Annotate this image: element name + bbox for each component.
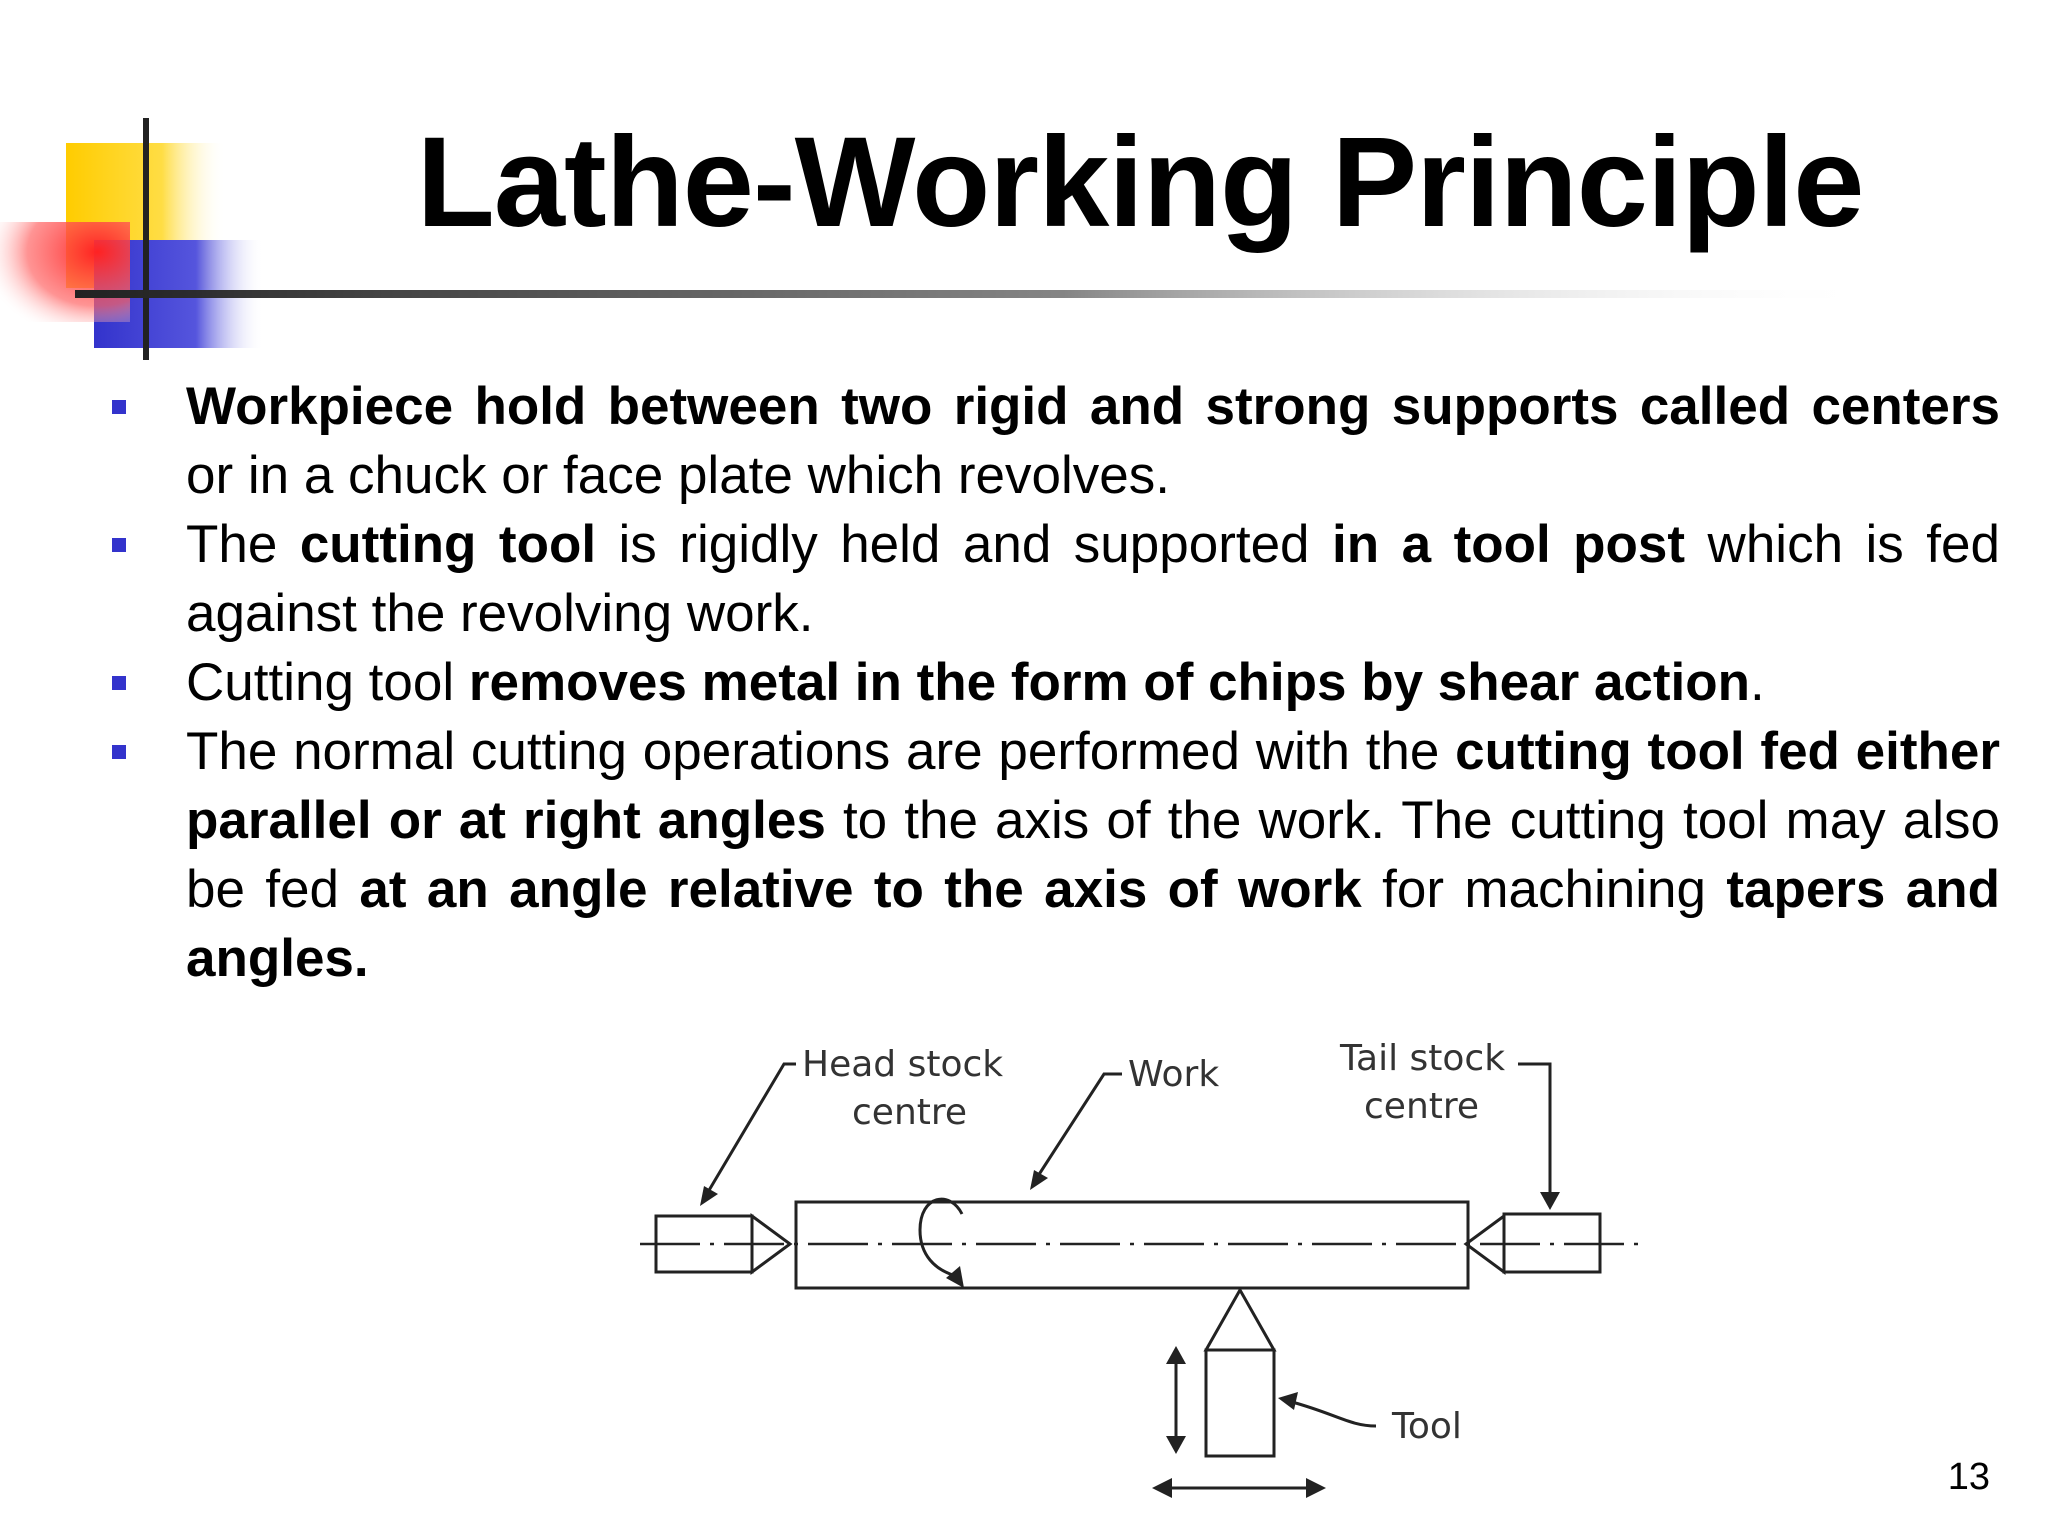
tool-tip (1206, 1290, 1274, 1350)
bullet-segment: is rigidly held and supported (596, 515, 1333, 574)
horizontal-feed-arrowhead-right-icon (1306, 1478, 1326, 1498)
bullet-segment: which is fed against the revolving work. (186, 515, 2000, 643)
tail-stock-label: Tail stock (1340, 1038, 1506, 1079)
bullet-item (100, 372, 2000, 510)
head-stock-leader-arrowhead-icon (700, 1186, 718, 1206)
vertical-feed-arrowhead-up-icon (1166, 1346, 1186, 1364)
head-stock-label-centre: centre (852, 1092, 968, 1133)
bullet-text (186, 372, 2000, 510)
bullet-square-icon (112, 676, 126, 690)
tool-body (1206, 1350, 1274, 1456)
work-leader-line (1038, 1074, 1122, 1176)
rotation-arrow-icon (920, 1199, 962, 1276)
page-number: 13 (1947, 1456, 1990, 1498)
bullet-square-icon (112, 538, 126, 552)
bullet-segment: to the axis of the work. The cutting tool may also be fed (186, 791, 2001, 919)
bullet-segment: The normal cutting operations are performed with the (186, 722, 1456, 781)
tool-leader-line (1292, 1402, 1376, 1426)
bullet-segment: cutting tool fed either parallel or at right angles (186, 722, 2001, 850)
bullet-segment: for machining (1361, 860, 1727, 919)
bullet-segment: cutting tool (299, 515, 597, 574)
bullet-square-icon (112, 745, 126, 759)
bullet-segment: or in a chuck or face plate which revolves. (186, 446, 1170, 505)
tail-stock-leader-line (1518, 1064, 1550, 1194)
vertical-feed-arrowhead-down-icon (1166, 1436, 1186, 1454)
work-label: Work (1128, 1054, 1220, 1095)
horizontal-feed-arrowhead-left-icon (1152, 1478, 1172, 1498)
bullet-item (100, 510, 2000, 648)
tool-leader-arrowhead-icon (1278, 1392, 1298, 1410)
bullet-item (100, 717, 2000, 993)
bullet-item (100, 648, 2000, 717)
tail-stock-label-centre: centre (1364, 1086, 1480, 1127)
bullet-segment: tapers and angles. (186, 860, 2000, 988)
bullet-segment: at an angle relative to the axis of work (359, 860, 1362, 919)
red-square (0, 222, 130, 322)
bullet-segment: in a tool post (1332, 515, 1686, 574)
lathe-diagram (620, 1030, 1660, 1520)
bullet-segment: Cutting tool (186, 653, 469, 712)
bullet-square-icon (112, 400, 126, 414)
bullet-list (100, 372, 2000, 993)
title-rule (75, 290, 1875, 298)
bullet-text (186, 648, 2000, 717)
bullet-segment: Workpiece hold between two rigid and strong supports called centers (186, 377, 2000, 436)
bullet-segment: . (1750, 653, 1765, 712)
bullet-text (186, 717, 2000, 993)
bullet-segment: removes metal in the form of chips by shear action (468, 653, 1751, 712)
work-leader-arrowhead-icon (1030, 1170, 1048, 1190)
tool-label: Tool (1392, 1406, 1462, 1447)
rotation-arrowhead-icon (946, 1266, 964, 1288)
slide-title: Lathe-Working Principle (416, 111, 1864, 254)
tail-stock-leader-arrowhead-icon (1540, 1192, 1560, 1210)
head-stock-leader-line (708, 1064, 796, 1192)
head-stock-label: Head stock (802, 1044, 1004, 1085)
bullet-segment: The (186, 515, 300, 574)
bullet-text (186, 510, 2000, 648)
